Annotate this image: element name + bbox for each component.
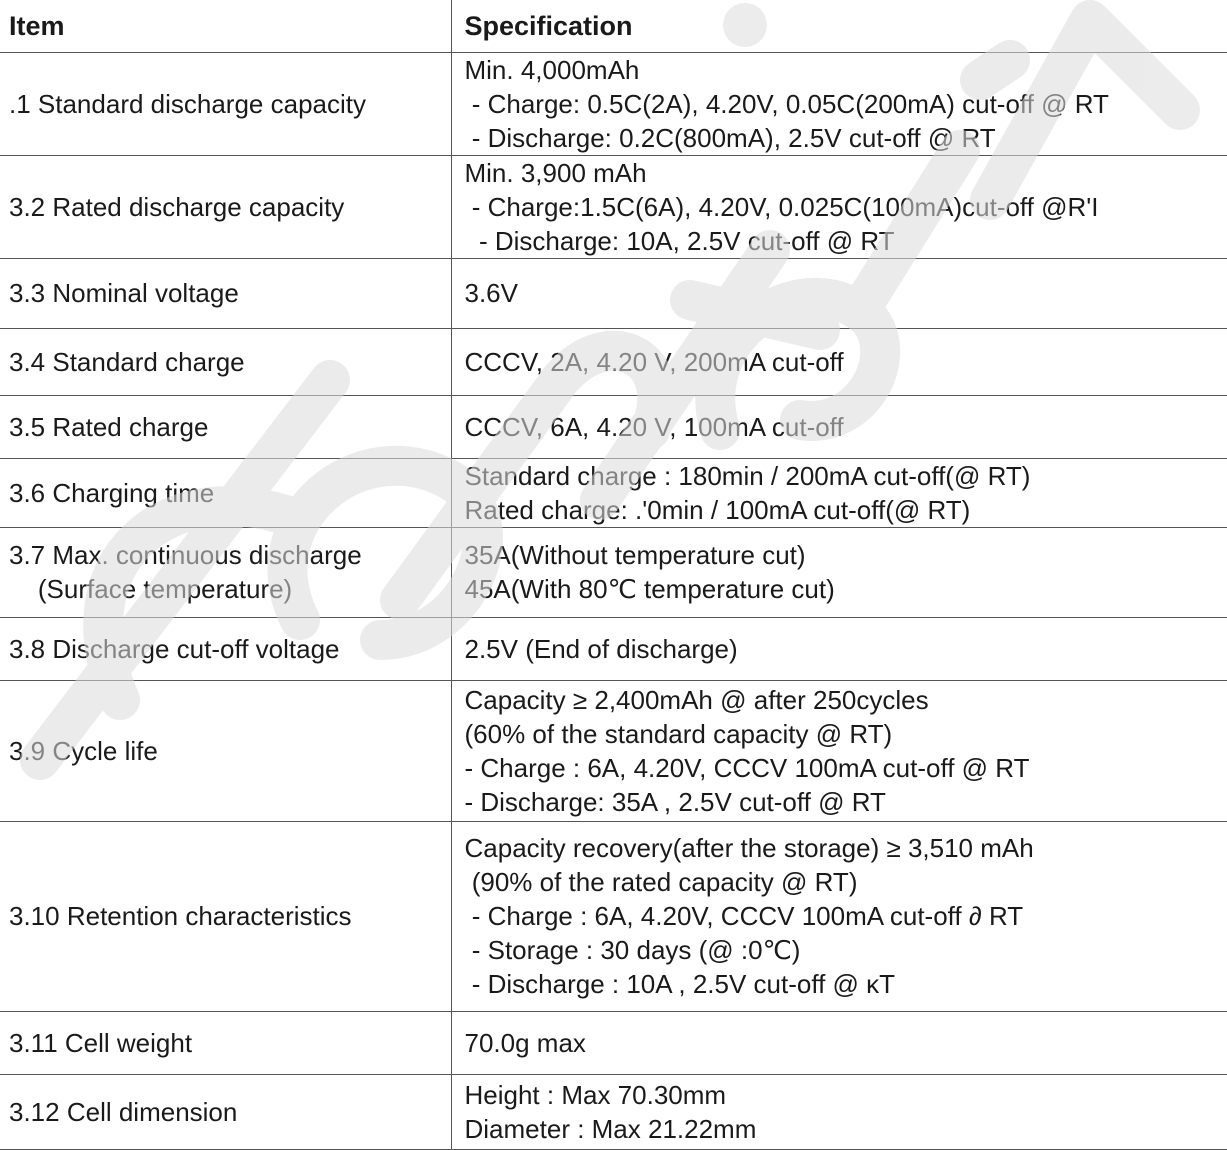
table-row [0, 617, 1227, 680]
specification-cell [451, 680, 1227, 821]
specification-text: 35A(Without temperature cut) [465, 538, 1227, 572]
table-row [0, 155, 1227, 258]
specification-text: Diameter : Max 21.22mm [465, 1112, 1227, 1146]
item-text: 3.10 Retention characteristics [9, 899, 451, 933]
specification-text: CCCV, 6A, 4.20 V, 100mA cut-off [465, 410, 1227, 444]
item-cell [0, 155, 451, 258]
specification-text: - Charge : 6A, 4.20V, CCCV 100mA cut-off ∂ RT [465, 899, 1227, 933]
specification-text: Min. 4,000mAh [465, 53, 1227, 87]
table-row [0, 458, 1227, 527]
specification-cell [451, 821, 1227, 1011]
item-cell [0, 821, 451, 1011]
specification-cell [451, 617, 1227, 680]
table-row [0, 328, 1227, 395]
item-cell [0, 328, 451, 395]
specification-cell [451, 155, 1227, 258]
specification-text: Min. 3,900 mAh [465, 156, 1227, 190]
item-text: (Surface temperature) [9, 572, 451, 606]
table-row [0, 1011, 1227, 1074]
specification-cell [451, 1011, 1227, 1074]
specification-text: Capacity ≥ 2,400mAh @ after 250cycles [465, 683, 1227, 717]
specification-text: 3.6V [465, 276, 1227, 310]
item-text: 3.9 Cycle life [9, 734, 451, 768]
item-cell [0, 458, 451, 527]
specification-cell [451, 52, 1227, 155]
specification-text: 70.0g max [465, 1026, 1227, 1060]
item-cell [0, 1074, 451, 1149]
item-cell [0, 52, 451, 155]
table-row [0, 527, 1227, 617]
item-text: .1 Standard discharge capacity [9, 87, 451, 121]
specification-cell [451, 258, 1227, 328]
item-text: 3.8 Discharge cut-off voltage [9, 632, 451, 666]
specification-cell [451, 328, 1227, 395]
specification-text: Height : Max 70.30mm [465, 1078, 1227, 1112]
item-text: 3.11 Cell weight [9, 1026, 451, 1060]
table-row [0, 52, 1227, 155]
table-row [0, 1074, 1227, 1149]
item-text: 3.4 Standard charge [9, 345, 451, 379]
item-cell [0, 680, 451, 821]
table-row [0, 395, 1227, 458]
specification-text: 2.5V (End of discharge) [465, 632, 1227, 666]
item-text: 3.2 Rated discharge capacity [9, 190, 451, 224]
item-cell [0, 1011, 451, 1074]
table-body [0, 52, 1227, 1149]
item-text: 3.7 Max. continuous discharge [9, 538, 451, 572]
specification-text: - Discharge : 10A , 2.5V cut-off @ κT [465, 967, 1227, 1001]
item-text: 3.3 Nominal voltage [9, 276, 451, 310]
specification-cell [451, 1074, 1227, 1149]
specification-text: CCCV, 2A, 4.20 V, 200mA cut-off [465, 345, 1227, 379]
specification-text: Standard charge : 180min / 200mA cut-off(@ RT) [465, 459, 1227, 493]
specification-text: Rated charge: .'0min / 100mA cut-off(@ RT) [465, 493, 1227, 527]
table-header-row [0, 0, 1227, 52]
item-cell [0, 617, 451, 680]
specification-text: - Discharge: 35A , 2.5V cut-off @ RT [465, 785, 1227, 819]
specification-text: (90% of the rated capacity @ RT) [465, 865, 1227, 899]
item-cell [0, 527, 451, 617]
specification-text: - Discharge: 0.2C(800mA), 2.5V cut-off @ RT [465, 121, 1227, 155]
specification-text: - Storage : 30 days (@ :0℃) [465, 933, 1227, 967]
item-cell [0, 395, 451, 458]
specification-cell [451, 395, 1227, 458]
specification-text: - Charge:1.5C(6A), 4.20V, 0.025C(100mA)cut-off @R'I [465, 190, 1227, 224]
header-item: Item [0, 0, 451, 52]
specification-cell [451, 458, 1227, 527]
specification-text: - Charge: 0.5C(2A), 4.20V, 0.05C(200mA) cut-off @ RT [465, 87, 1227, 121]
header-specification: Specification [451, 0, 1227, 52]
table-row [0, 680, 1227, 821]
specification-text: Capacity recovery(after the storage) ≥ 3,510 mAh [465, 831, 1227, 865]
specification-cell [451, 527, 1227, 617]
specification-text: - Discharge: 10A, 2.5V cut-off @ RT [465, 224, 1227, 258]
specification-text: (60% of the standard capacity @ RT) [465, 717, 1227, 751]
item-cell [0, 258, 451, 328]
item-text: 3.6 Charging time [9, 476, 451, 510]
table-row [0, 258, 1227, 328]
specification-text: - Charge : 6A, 4.20V, CCCV 100mA cut-off @ RT [465, 751, 1227, 785]
specification-text: 45A(With 80℃ temperature cut) [465, 572, 1227, 606]
item-text: 3.5 Rated charge [9, 410, 451, 444]
item-text: 3.12 Cell dimension [9, 1095, 451, 1129]
table-row [0, 821, 1227, 1011]
